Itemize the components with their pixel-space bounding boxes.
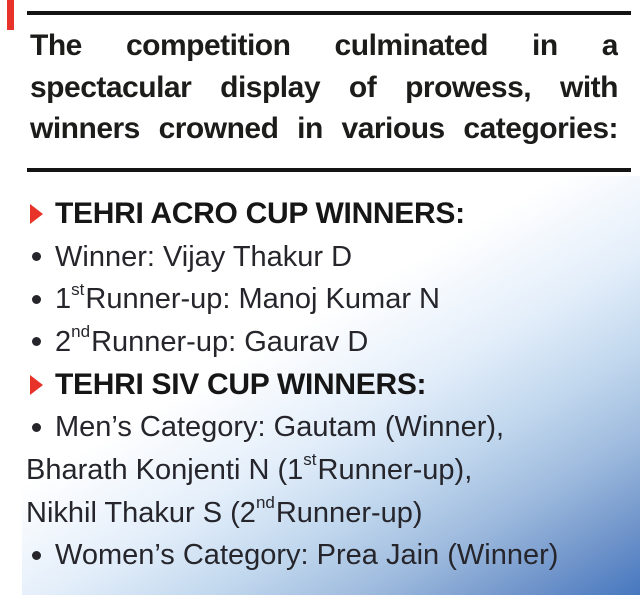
intro-paragraph xyxy=(30,25,618,150)
siv-cup-header xyxy=(22,364,640,407)
ordinal-suffix: st xyxy=(303,450,317,470)
item-text: Runner-up), xyxy=(317,453,473,486)
item-text: Winner: Vijay Thakur D xyxy=(55,240,353,273)
list-item-second-runner-up xyxy=(22,321,640,364)
bullet-icon xyxy=(32,252,41,261)
item-text: Men’s Category: Gautam (Winner), xyxy=(55,411,505,444)
item-text: Women’s Category: Prea Jain (Winner) xyxy=(55,539,559,572)
red-accent-bar-icon xyxy=(7,0,14,30)
bullet-icon xyxy=(32,423,41,432)
list-item-mens-category xyxy=(22,406,640,449)
list-item-womens-category xyxy=(22,535,640,578)
item-text: Runner-up: Manoj Kumar N xyxy=(85,283,440,316)
list-item-continuation-bharath xyxy=(22,449,640,492)
intro-line-2: spectacular display of prowess, with xyxy=(30,70,618,104)
bullet-icon xyxy=(32,551,41,560)
ordinal-suffix: nd xyxy=(255,493,275,513)
arrow-icon xyxy=(30,375,43,395)
ordinal-suffix: st xyxy=(71,279,85,299)
item-text: Nikhil Thakur S (2 xyxy=(26,496,256,529)
acro-cup-header xyxy=(22,193,640,236)
item-text: Runner-up: Gaurav D xyxy=(91,325,369,358)
header-label: TEHRI ACRO CUP WINNERS: xyxy=(55,197,465,231)
list-item-first-runner-up xyxy=(22,278,640,321)
list-item-continuation-nikhil xyxy=(22,492,640,535)
list-item-winner xyxy=(22,236,640,279)
winners-panel xyxy=(22,176,640,595)
top-divider xyxy=(27,11,631,15)
mid-divider xyxy=(27,168,631,172)
arrow-icon xyxy=(30,204,43,224)
item-text: 1 xyxy=(55,283,72,316)
intro-line-3: winners crowned in various categories: xyxy=(30,112,618,145)
item-text: Bharath Konjenti N (1 xyxy=(26,453,304,486)
ordinal-suffix: nd xyxy=(71,322,91,342)
item-text: Runner-up) xyxy=(275,496,423,529)
bullet-icon xyxy=(32,337,41,346)
header-label: TEHRI SIV CUP WINNERS: xyxy=(55,368,427,402)
bullet-icon xyxy=(32,295,41,304)
item-text: 2 xyxy=(55,325,72,358)
intro-line-1: The competition culminated in a xyxy=(30,29,618,62)
